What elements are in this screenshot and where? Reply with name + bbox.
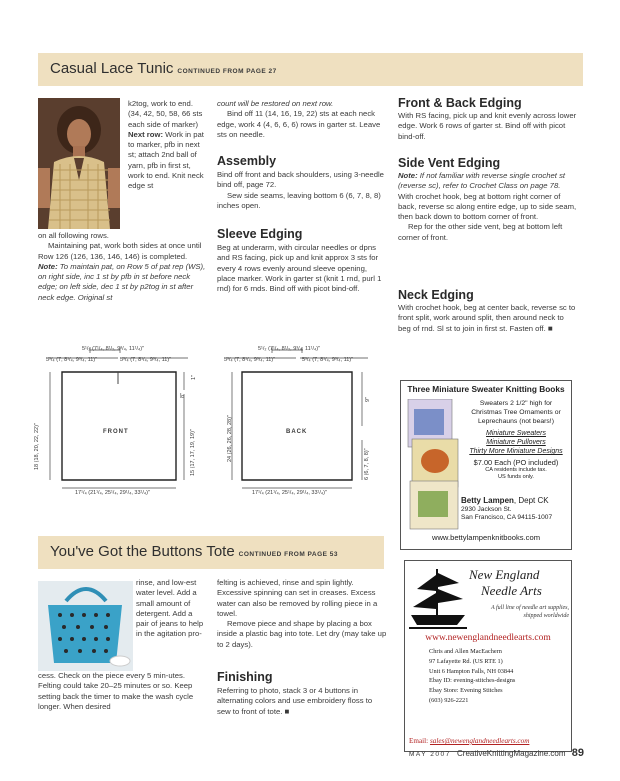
ad-book1: Miniature Sweaters	[486, 430, 546, 437]
tote-col1-wrap: rinse, and low-est water level. Add a small amount of detergent. Add a pair of jeans to help in the agitation pro-	[136, 578, 204, 639]
front-diagram	[38, 344, 198, 504]
continued-label: CONTINUED FROM PAGE 27	[177, 68, 277, 75]
side-vent-heading: Side Vent Edging	[398, 156, 501, 170]
front-height-dim: 18 (18, 20, 22, 22)"	[34, 423, 40, 470]
finishing-heading: Finishing	[217, 670, 273, 684]
book-covers-image	[406, 399, 464, 531]
ad-addr2: San Francisco, CA 94115-1007	[461, 514, 553, 521]
assembly-text: Bind off front and back shoulders, using 3-needle bind off, page 72. Sew side seams, leaving bottom 6 (6, 7, 8, 8) inches open.	[217, 170, 384, 210]
tunic-header-band	[38, 53, 583, 86]
ad-sub3: Leprechauns (not bears!)	[478, 418, 554, 425]
ne-contact: Chris and Allen MacEachern 97 Lafayette Rd. (US RTE 1) Unit 6 Hampton Falls, NH 03844 Ebay ID: evening-stitches-designs Ebay Store: Evening Stitches (603) 926-2221	[429, 648, 516, 704]
tote-col1-full: cess. Check on the piece every 5 min-utes. Felting could take 20–25 minutes or so. Keep setting back the timer to make the wash cycle longer. When desired	[38, 671, 194, 711]
ne-name2: Needle Arts	[481, 583, 542, 598]
ad-book3: Thirty More Miniature Designs	[469, 448, 563, 455]
footer-month: MAY 2007	[409, 751, 451, 758]
back-left-dim: 5³/₄ (7, 8¹/₄, 9³/₄, 11)"	[224, 357, 276, 363]
front-label: FRONT	[103, 429, 129, 435]
ad-tax: CA residents include tax.	[485, 467, 547, 473]
ad-sub2: Christmas Tree Ornaments or	[471, 409, 561, 416]
back-armhole-dim: 9"	[365, 396, 371, 402]
ad-sweater-url[interactable]: www.bettylampenknitbooks.com	[431, 533, 541, 542]
back-bottom-dim: 17¹/₄ (21¹/₄, 25¹/₄, 29¹/₄, 33¹/₄)"	[252, 490, 327, 496]
front-inner-dim: 15 (17, 17, 19, 19)"	[190, 429, 196, 476]
back-diagram	[220, 344, 380, 504]
ad-dept: , Dept CK	[513, 496, 549, 505]
ad-funds: US funds only.	[498, 474, 534, 480]
tote-photo	[38, 581, 133, 671]
tunic-col1-full: on all following rows. Maintaining pat, work both sides at once until Row 126 (126, 136, 146, 146) is completed. Note: To maintain pat, on Row 5 of pat rep (WS), on right side, inc 1 st by pfb in st before neck edge; on left side, dec 1 st by p2tog in st after neck edge. Original st	[38, 231, 206, 302]
ad-name: Betty Lampen	[461, 496, 514, 505]
tote-continued-label: CONTINUED FROM PAGE 53	[238, 551, 339, 558]
front-right-dim: 5³/₄ (7, 8¹/₄, 9³/₄, 11)"	[120, 357, 172, 363]
page-number: 89	[571, 747, 584, 759]
ad-sweater-title: Three Miniature Sweater Knitting Books	[407, 384, 565, 394]
ad-price: $7.00 Each (PO included)	[473, 458, 559, 467]
assembly-heading: Assembly	[217, 154, 277, 168]
neck-text: With crochet hook, beg at center back, reverse sc to front split, work around split, then around neck to beg of rnd. Sl st to join in first st. Fasten off. ■	[398, 303, 576, 333]
tote-title: You've Got the Buttons Tote CONTINUED FROM PAGE 53	[50, 543, 339, 560]
ad-sweater-books	[400, 380, 572, 550]
ad-sub1: Sweaters 2 1/2" high for	[479, 400, 553, 407]
tote-col2: felting is achieved, rinse and spin lightly. Excessive spinning can set in creases. Excess water can also be removed by rolling piece in a towel. Remove piece and shape by placing a box inside a plastic bag into tote. Let dry (may take up to 2 days).	[217, 578, 387, 649]
ne-url[interactable]: www.newenglandneedlearts.com	[425, 633, 551, 643]
back-right-dim: 5³/₄ (7, 8¹/₄, 9³/₄, 11)"	[302, 357, 354, 363]
page-footer	[409, 747, 584, 759]
tunic-col2: count will be restored on next row. Bind off 11 (14, 16, 19, 22) sts at each neck edge, work 4 (4, 6, 6, 6) rows in garter st. Leave sts on needle.	[217, 99, 381, 139]
ne-name1: New England	[469, 567, 540, 582]
finishing-text: Referring to photo, stack 3 or 4 buttons in alternating colors and use embroidery floss to sew to front of tote. ■	[217, 686, 373, 716]
side-vent-text: Note: If not familiar with reverse single crochet st (reverse sc), refer to Crochet Class on page 78. With crochet hook, beg at bottom right corner of back, reverse sc along entire edge, up to side seam, then back down to bottom corner of front. Rep for the other side vent, beg at bottom left corner of front.	[398, 171, 577, 242]
back-vent-dim: 6 (6, 7, 8, 8)"	[364, 448, 370, 480]
back-height-dim: 24 (26, 26, 28, 28)"	[227, 415, 233, 462]
neck-heading: Neck Edging	[398, 288, 474, 302]
footer-site: CreativeKnittingMagazine.com	[457, 749, 566, 758]
ne-tagline: A full line of needle art supplies, shipped worldwide	[490, 605, 569, 619]
tunic-title: Casual Lace Tunic CONTINUED FROM PAGE 27	[50, 60, 277, 77]
front-left-dim: 5³/₄ (7, 8¹/₄, 9³/₄, 11)"	[46, 357, 98, 363]
tote-header-band	[38, 536, 384, 569]
front-armhole-dim: 8"	[180, 392, 186, 398]
front-bottom-dim: 17¹/₄ (21¹/₄, 25¹/₄, 29¹/₄, 33¹/₄)"	[75, 490, 150, 496]
ad-addr1: 2930 Jackson St.	[461, 505, 512, 513]
sleeve-heading: Sleeve Edging	[217, 227, 303, 241]
back-label: BACK	[286, 429, 308, 435]
sleeve-text: Beg at underarm, with circular needles or dpns and RS facing, pick up and knit approx 3 sts for every 4 rows evenly around sleeve opening, place marker. Work in garter st (knit 1 rnd, purl 1 rnd) for 6 rnds. Bind off with picot bind-off.	[217, 243, 382, 294]
ne-email[interactable]: Email: sales@newenglandneedlearts.com	[409, 737, 530, 745]
ad-book2: Miniature Pullovers	[486, 439, 546, 446]
fb-edging-text: With RS facing, pick up and knit evenly across lower edge. Work 6 rows of garter st. Bind off with picot bind-off.	[398, 111, 577, 141]
front-top-dim: 5¹/₂ (7¹/₄, 8¹/₂, 9³/₄, 11¹/₄)"	[82, 346, 145, 352]
front-neck-dim: 1"	[191, 374, 197, 380]
back-top-dim: 5¹/₂ (7¹/₄, 8¹/₂, 9³/₄, 11¹/₄)"	[258, 346, 321, 352]
tunic-photo	[38, 98, 120, 229]
ad-new-england	[404, 560, 572, 752]
tunic-col1-wrap: k2tog, work to end. (34, 42, 50, 58, 66 sts each side of marker) Next row: Work in pat to marker, pfb in next st; attach 2nd ball of yarn, pfb in first st, work to end. Knit neck edge st	[128, 99, 204, 191]
fb-edging-heading: Front & Back Edging	[398, 96, 522, 110]
ship-logo-icon	[409, 565, 467, 631]
